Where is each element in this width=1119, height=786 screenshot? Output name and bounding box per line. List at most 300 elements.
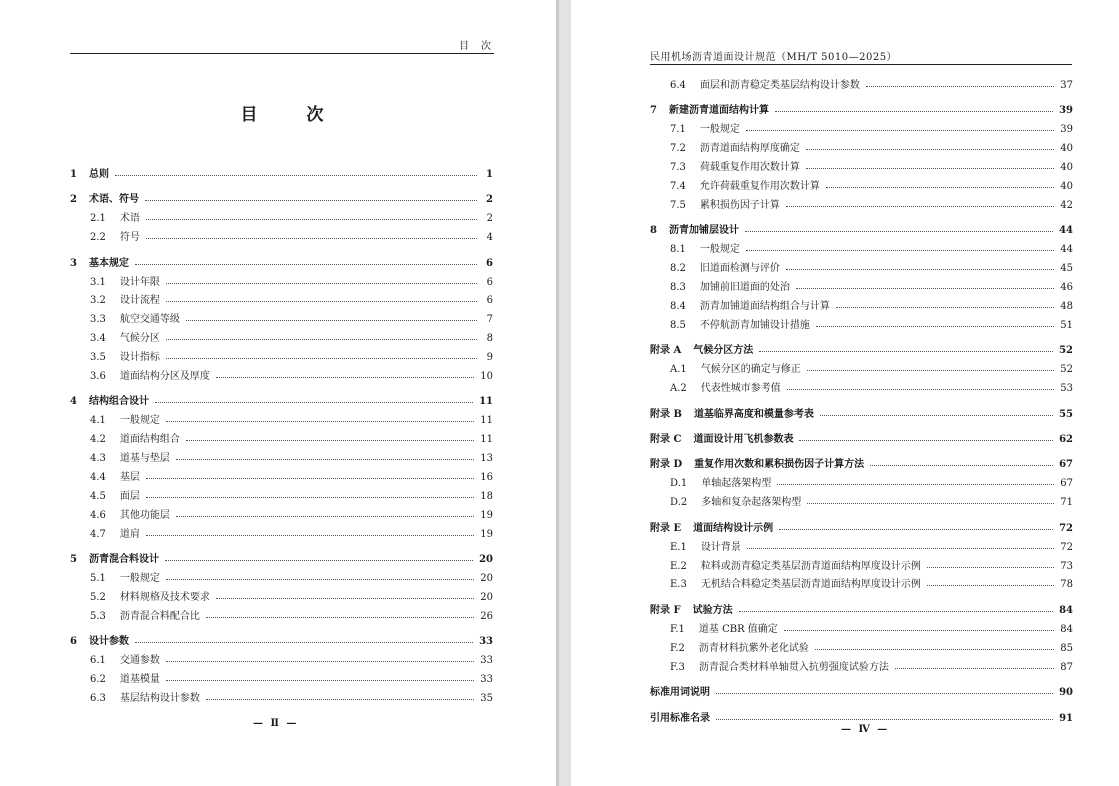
toc-entry-title: 设计指标: [119, 352, 160, 364]
toc-entry-number: A.1: [670, 364, 687, 376]
toc-entry-page-number: 45: [1060, 263, 1073, 275]
right-page: [571, 0, 1119, 786]
toc-entry-number: 4: [70, 396, 77, 408]
toc-section-entry[interactable]: [70, 483, 493, 502]
toc-section-entry[interactable]: [650, 572, 1073, 591]
toc-entry-page-number: 84: [1059, 604, 1073, 616]
dot-leader: [206, 617, 474, 618]
toc-entry-title: 多轴和复杂起落架构型: [701, 497, 802, 509]
dot-leader: [826, 187, 1054, 188]
toc-entry-page-number: 44: [1059, 225, 1073, 237]
toc-section-entry[interactable]: [650, 154, 1073, 173]
toc-title: 目 次: [240, 105, 340, 125]
toc-entry-title: 材料规格及技术要求: [119, 591, 210, 603]
dot-leader: [799, 440, 1053, 441]
toc-entry-page-number: 20: [480, 591, 493, 603]
toc-entry-title: 道基模量: [119, 674, 160, 686]
toc-entry-number: 3.5: [90, 352, 106, 364]
toc-entry-number: 3.4: [90, 333, 106, 345]
toc-entry-page-number: 40: [1060, 180, 1073, 192]
toc-entry-page-number: 16: [480, 472, 493, 484]
toc-entry-title: 道面结构组合: [119, 434, 180, 446]
toc-section-entry[interactable]: [70, 685, 493, 704]
toc-section-entry[interactable]: [70, 647, 493, 666]
toc-entry-number: A.2: [670, 383, 687, 395]
toc-chapter-entry[interactable]: [650, 97, 1073, 116]
toc-entry-title: 标准用词说明: [650, 687, 710, 699]
dot-leader: [927, 567, 1054, 568]
toc-entry-title: 沥青混合料配合比: [119, 610, 200, 622]
toc-entry-page-number: 42: [1060, 199, 1073, 211]
toc-entry-page-number: 2: [486, 194, 493, 206]
toc-entry-title: 无机结合料稳定类基层沥青道面结构厚度设计示例: [700, 579, 921, 591]
left-header-rule: [70, 53, 494, 54]
dot-leader: [146, 497, 474, 498]
toc-entry-number: 附录 C: [650, 434, 682, 445]
toc-entry-title: 气候分区的确定与修正: [700, 364, 801, 376]
dot-leader: [806, 149, 1054, 150]
toc-entry-number: D.2: [670, 497, 688, 509]
toc-entry-page-number: 33: [480, 674, 493, 686]
toc-entry-number: E.3: [670, 579, 687, 591]
toc-entry-number: 4.1: [90, 415, 106, 427]
toc-entry-page-number: 72: [1059, 522, 1073, 534]
toc-chapter-entry[interactable]: [650, 452, 1073, 471]
toc-entry-title: 累积损伤因子计算: [699, 199, 780, 211]
toc-entry-title: 总则: [88, 168, 109, 180]
toc-entry-title: 面层: [119, 490, 140, 502]
toc-entry-number: 附录 D: [650, 459, 683, 471]
toc-entry-page-number: 40: [1060, 162, 1073, 174]
toc-entry-title: 气候分区方法: [693, 345, 754, 357]
toc-section-entry[interactable]: [650, 654, 1073, 673]
dot-leader: [186, 320, 477, 321]
toc-entry-page-number: 55: [1059, 408, 1073, 420]
toc-entry-page-number: 90: [1059, 687, 1073, 699]
right-toc-list: [650, 72, 1073, 724]
toc-entry-page-number: 6: [486, 295, 493, 307]
toc-entry-title: 术语、符号: [88, 194, 139, 206]
dot-leader: [166, 680, 474, 681]
toc-entry-page-number: 37: [1060, 79, 1073, 91]
toc-section-entry[interactable]: [70, 603, 493, 622]
toc-entry-number: 3.3: [90, 314, 106, 326]
toc-entry-number: F.1: [670, 623, 685, 635]
toc-entry-title: 代表性城市参考值: [700, 383, 781, 395]
toc-entry-number: 8.3: [670, 281, 686, 293]
toc-entry-page-number: 2: [486, 213, 493, 225]
toc-entry-number: 8.5: [670, 319, 686, 331]
toc-chapter-entry[interactable]: [650, 217, 1073, 236]
toc-entry-title: 道面结构设计示例: [693, 522, 774, 534]
toc-section-entry[interactable]: [70, 584, 493, 603]
dot-leader: [759, 351, 1053, 352]
toc-entry-number: 8: [650, 225, 657, 237]
toc-chapter-entry[interactable]: [650, 426, 1073, 445]
dot-leader: [739, 611, 1053, 612]
toc-section-entry[interactable]: [70, 288, 493, 307]
toc-entry-title: 沥青道面结构厚度确定: [699, 143, 800, 155]
toc-entry-title: 沥青材料抗紫外老化试验: [698, 642, 809, 654]
dot-leader: [787, 389, 1055, 390]
toc-entry-page-number: 85: [1060, 642, 1073, 654]
toc-entry-page-number: 48: [1060, 300, 1073, 312]
toc-entry-title: 沥青加铺层设计: [668, 225, 739, 237]
toc-entry-page-number: 7: [486, 314, 493, 326]
toc-section-entry[interactable]: [650, 375, 1073, 394]
toc-section-entry[interactable]: [70, 325, 493, 344]
toc-entry-page-number: 44: [1060, 244, 1073, 256]
toc-chapter-entry[interactable]: [650, 705, 1073, 724]
dot-leader: [146, 535, 474, 536]
toc-entry-title: 交通参数: [119, 655, 160, 667]
dot-leader: [155, 402, 473, 403]
dot-leader: [784, 630, 1054, 631]
toc-entry-title: 设计年限: [119, 276, 160, 288]
toc-section-entry[interactable]: [70, 426, 493, 445]
dot-leader: [866, 86, 1054, 87]
toc-entry-page-number: 91: [1059, 712, 1073, 724]
toc-entry-number: 附录 A: [650, 345, 682, 357]
toc-entry-page-number: 4: [486, 232, 493, 244]
toc-entry-number: 5.2: [90, 591, 106, 603]
toc-entry-title: 荷载重复作用次数计算: [699, 162, 800, 174]
dot-leader: [777, 484, 1054, 485]
toc-entry-page-number: 39: [1059, 105, 1073, 117]
toc-section-entry[interactable]: [650, 635, 1073, 654]
dot-leader: [747, 548, 1054, 549]
toc-entry-title: 重复作用次数和累积损伤因子计算方法: [694, 459, 865, 471]
toc-entry-title: 单轴起落架构型: [701, 478, 772, 490]
toc-entry-title: 沥青加铺道面结构组合与计算: [699, 300, 830, 312]
toc-entry-page-number: 10: [480, 370, 493, 382]
toc-section-entry[interactable]: [70, 464, 493, 483]
toc-entry-title: 道基临界高度和模量参考表: [693, 408, 814, 420]
toc-entry-title: 道基与垫层: [119, 453, 170, 465]
dot-leader: [146, 219, 477, 220]
toc-chapter-entry[interactable]: [650, 515, 1073, 534]
toc-entry-title: 基本规定: [88, 257, 129, 269]
toc-entry-title: 其他功能层: [119, 509, 170, 521]
toc-entry-page-number: 39: [1060, 124, 1073, 136]
toc-entry-number: 3.2: [90, 295, 106, 307]
toc-chapter-entry[interactable]: [70, 546, 493, 565]
dot-leader: [166, 579, 474, 580]
dot-leader: [166, 339, 477, 340]
dot-leader: [786, 269, 1054, 270]
toc-section-entry[interactable]: [650, 293, 1073, 312]
toc-entry-title: 基层: [119, 472, 140, 484]
toc-entry-title: 不停航沥青加铺设计措施: [699, 319, 810, 331]
toc-entry-title: 面层和沥青稳定类基层结构设计参数: [699, 79, 860, 91]
toc-entry-title: 允许荷载重复作用次数计算: [699, 180, 820, 192]
toc-entry-title: 航空交通等级: [119, 314, 180, 326]
toc-entry-title: 一般规定: [119, 415, 160, 427]
toc-entry-number: 2.2: [90, 232, 106, 244]
toc-section-entry[interactable]: [650, 274, 1073, 293]
toc-entry-page-number: 51: [1060, 319, 1073, 331]
toc-section-entry[interactable]: [70, 224, 493, 243]
toc-entry-title: 道肩: [119, 528, 140, 540]
toc-entry-page-number: 67: [1059, 459, 1073, 471]
page-gutter: [556, 0, 559, 786]
toc-section-entry[interactable]: [650, 236, 1073, 255]
toc-entry-number: 4.5: [90, 490, 106, 502]
toc-entry-title: 一般规定: [119, 573, 160, 585]
toc-entry-page-number: 67: [1060, 478, 1073, 490]
dot-leader: [895, 668, 1054, 669]
dot-leader: [786, 206, 1054, 207]
toc-entry-page-number: 20: [480, 573, 493, 585]
toc-chapter-entry[interactable]: [70, 628, 493, 647]
toc-entry-page-number: 20: [479, 554, 493, 566]
dot-leader: [135, 264, 477, 265]
toc-entry-page-number: 19: [480, 509, 493, 521]
toc-entry-number: 4.4: [90, 472, 106, 484]
toc-entry-page-number: 78: [1060, 579, 1073, 591]
dot-leader: [216, 377, 474, 378]
toc-section-entry[interactable]: [650, 72, 1073, 91]
toc-entry-number: 7.3: [670, 162, 686, 174]
toc-entry-page-number: 87: [1060, 661, 1073, 673]
dot-leader: [166, 283, 477, 284]
toc-section-entry[interactable]: [650, 534, 1073, 553]
dot-leader: [816, 326, 1054, 327]
toc-entry-number: 3: [70, 257, 77, 269]
toc-entry-title: 气候分区: [119, 333, 160, 345]
toc-section-entry[interactable]: [650, 192, 1073, 211]
right-page-header: 民用机场沥青道面设计规范（MH/T 5010—2025）: [650, 52, 898, 63]
toc-entry-page-number: 73: [1060, 560, 1073, 572]
toc-section-entry[interactable]: [650, 173, 1073, 192]
toc-entry-page-number: 33: [479, 636, 493, 648]
toc-entry-title: 试验方法: [692, 604, 733, 616]
toc-entry-title: 一般规定: [699, 244, 740, 256]
toc-entry-title: 旧道面检测与评价: [699, 263, 780, 275]
dot-leader: [820, 415, 1053, 416]
toc-entry-page-number: 33: [480, 655, 493, 667]
toc-section-entry[interactable]: [650, 255, 1073, 274]
toc-entry-page-number: 53: [1060, 383, 1073, 395]
toc-entry-page-number: 11: [479, 396, 493, 408]
toc-entry-number: 7: [650, 105, 657, 117]
toc-entry-number: 3.1: [90, 276, 106, 288]
left-page-header: 目 次: [459, 41, 492, 52]
toc-chapter-entry[interactable]: [70, 250, 493, 269]
toc-entry-number: 5.3: [90, 610, 106, 622]
toc-section-entry[interactable]: [650, 356, 1073, 375]
toc-chapter-entry[interactable]: [70, 389, 493, 408]
dot-leader: [166, 358, 477, 359]
toc-entry-title: 设计流程: [119, 295, 160, 307]
dot-leader: [216, 598, 474, 599]
toc-entry-number: 5.1: [90, 573, 106, 585]
toc-entry-number: 6.2: [90, 674, 106, 686]
toc-section-entry[interactable]: [70, 445, 493, 464]
toc-entry-page-number: 62: [1059, 434, 1073, 445]
toc-entry-page-number: 9: [486, 352, 493, 364]
dot-leader: [716, 693, 1053, 694]
dot-leader: [135, 642, 473, 643]
toc-entry-title: 加铺前旧道面的处治: [699, 281, 790, 293]
toc-entry-number: 4.7: [90, 528, 106, 540]
dot-leader: [775, 111, 1053, 112]
dot-leader: [716, 719, 1053, 720]
dot-leader: [176, 516, 474, 517]
dot-leader: [146, 478, 474, 479]
right-page-footer: — Ⅳ —: [841, 724, 890, 735]
toc-entry-number: 4.6: [90, 509, 106, 521]
dot-leader: [746, 250, 1054, 251]
dot-leader: [166, 421, 474, 422]
toc-section-entry[interactable]: [70, 269, 493, 288]
toc-entry-number: 7.2: [670, 143, 686, 155]
toc-section-entry[interactable]: [650, 116, 1073, 135]
right-header-rule: [650, 64, 1072, 65]
toc-entry-title: 术语: [119, 213, 140, 225]
toc-entry-page-number: 11: [480, 434, 493, 446]
toc-entry-page-number: 6: [486, 276, 493, 288]
dot-leader: [745, 231, 1053, 232]
toc-entry-number: 6.4: [670, 79, 686, 91]
toc-section-entry[interactable]: [70, 407, 493, 426]
dot-leader: [807, 503, 1054, 504]
toc-entry-page-number: 18: [480, 490, 493, 502]
toc-entry-number: 8.1: [670, 244, 686, 256]
toc-section-entry[interactable]: [70, 344, 493, 363]
dot-leader: [206, 699, 474, 700]
toc-entry-title: 引用标准名录: [650, 712, 710, 724]
toc-section-entry[interactable]: [650, 616, 1073, 635]
toc-entry-page-number: 13: [480, 453, 493, 465]
toc-section-entry[interactable]: [70, 306, 493, 325]
toc-entry-page-number: 84: [1060, 623, 1073, 635]
toc-entry-number: 7.1: [670, 124, 686, 136]
toc-entry-number: 2.1: [90, 213, 106, 225]
toc-entry-title: 道面结构分区及厚度: [119, 370, 210, 382]
dot-leader: [927, 585, 1054, 586]
toc-entry-page-number: 40: [1060, 143, 1073, 155]
toc-section-entry[interactable]: [70, 521, 493, 540]
toc-entry-number: 6.3: [90, 693, 106, 705]
toc-entry-number: 8.2: [670, 263, 686, 275]
toc-entry-number: 6: [70, 636, 77, 648]
toc-entry-page-number: 71: [1060, 497, 1073, 509]
toc-entry-number: 3.6: [90, 370, 106, 382]
toc-entry-number: 7.4: [670, 180, 686, 192]
dot-leader: [145, 200, 477, 201]
toc-entry-number: 4.3: [90, 453, 106, 465]
toc-chapter-entry[interactable]: [650, 401, 1073, 420]
dot-leader: [806, 168, 1054, 169]
toc-section-entry[interactable]: [650, 470, 1073, 489]
toc-entry-page-number: 8: [486, 333, 493, 345]
toc-entry-page-number: 72: [1060, 541, 1073, 553]
left-toc-list: [70, 161, 493, 704]
toc-entry-title: 一般规定: [699, 124, 740, 136]
toc-entry-title: 设计背景: [700, 541, 741, 553]
toc-section-entry[interactable]: [70, 363, 493, 382]
toc-entry-number: 1: [70, 168, 77, 180]
left-page-footer: — Ⅱ —: [253, 718, 299, 729]
toc-entry-title: 道面设计用飞机参数表: [693, 434, 794, 445]
toc-entry-page-number: 52: [1060, 364, 1073, 376]
toc-entry-number: 4.2: [90, 434, 106, 446]
toc-entry-title: 沥青混合料设计: [88, 554, 159, 566]
dot-leader: [165, 560, 473, 561]
toc-entry-title: 新建沥青道面结构计算: [668, 105, 769, 117]
toc-section-entry[interactable]: [650, 553, 1073, 572]
toc-chapter-entry[interactable]: [650, 337, 1073, 356]
toc-entry-number: 附录 F: [650, 604, 681, 616]
toc-entry-title: 粒料或沥青稳定类基层沥青道面结构厚度设计示例: [700, 560, 921, 572]
toc-entry-number: E.2: [670, 560, 687, 572]
dot-leader: [176, 459, 474, 460]
toc-entry-title: 设计参数: [88, 636, 129, 648]
dot-leader: [186, 440, 474, 441]
toc-chapter-entry[interactable]: [650, 597, 1073, 616]
toc-entry-page-number: 52: [1059, 345, 1073, 357]
toc-entry-number: 5: [70, 554, 77, 566]
dot-leader: [779, 529, 1053, 530]
toc-entry-number: 2: [70, 194, 77, 206]
toc-entry-number: D.1: [670, 478, 688, 490]
toc-section-entry[interactable]: [650, 489, 1073, 508]
toc-entry-page-number: 6: [486, 257, 493, 269]
toc-entry-number: 7.5: [670, 199, 686, 211]
toc-entry-page-number: 1: [486, 168, 493, 180]
toc-section-entry[interactable]: [70, 502, 493, 521]
toc-entry-page-number: 26: [480, 610, 493, 622]
toc-chapter-entry[interactable]: [650, 679, 1073, 698]
dot-leader: [870, 465, 1053, 466]
dot-leader: [807, 370, 1055, 371]
toc-entry-number: 附录 E: [650, 522, 682, 534]
dot-leader: [836, 307, 1054, 308]
toc-section-entry[interactable]: [70, 565, 493, 584]
left-page: [0, 0, 556, 786]
toc-entry-number: F.2: [670, 642, 685, 654]
toc-entry-page-number: 35: [480, 693, 493, 705]
toc-entry-title: 基层结构设计参数: [119, 693, 200, 705]
toc-section-entry[interactable]: [70, 666, 493, 685]
toc-chapter-entry[interactable]: [70, 161, 493, 180]
toc-entry-title: 符号: [119, 232, 140, 244]
dot-leader: [146, 238, 477, 239]
dot-leader: [796, 288, 1054, 289]
toc-entry-title: 结构组合设计: [88, 396, 149, 408]
toc-entry-page-number: 19: [480, 528, 493, 540]
toc-chapter-entry[interactable]: [70, 186, 493, 205]
toc-entry-number: 6.1: [90, 655, 106, 667]
dot-leader: [166, 301, 477, 302]
toc-entry-title: 沥青混合类材料单轴贯入抗剪强度试验方法: [698, 661, 889, 673]
toc-entry-number: E.1: [670, 541, 687, 553]
toc-section-entry[interactable]: [70, 205, 493, 224]
toc-section-entry[interactable]: [650, 312, 1073, 331]
toc-entry-number: F.3: [670, 661, 685, 673]
toc-entry-page-number: 11: [480, 415, 493, 427]
dot-leader: [166, 661, 474, 662]
toc-entry-page-number: 46: [1060, 281, 1073, 293]
toc-entry-number: 8.4: [670, 300, 686, 312]
toc-entry-number: 附录 B: [650, 408, 682, 420]
dot-leader: [815, 649, 1054, 650]
dot-leader: [746, 130, 1054, 131]
toc-section-entry[interactable]: [650, 135, 1073, 154]
dot-leader: [115, 175, 477, 176]
toc-entry-title: 道基 CBR 值确定: [698, 623, 778, 635]
